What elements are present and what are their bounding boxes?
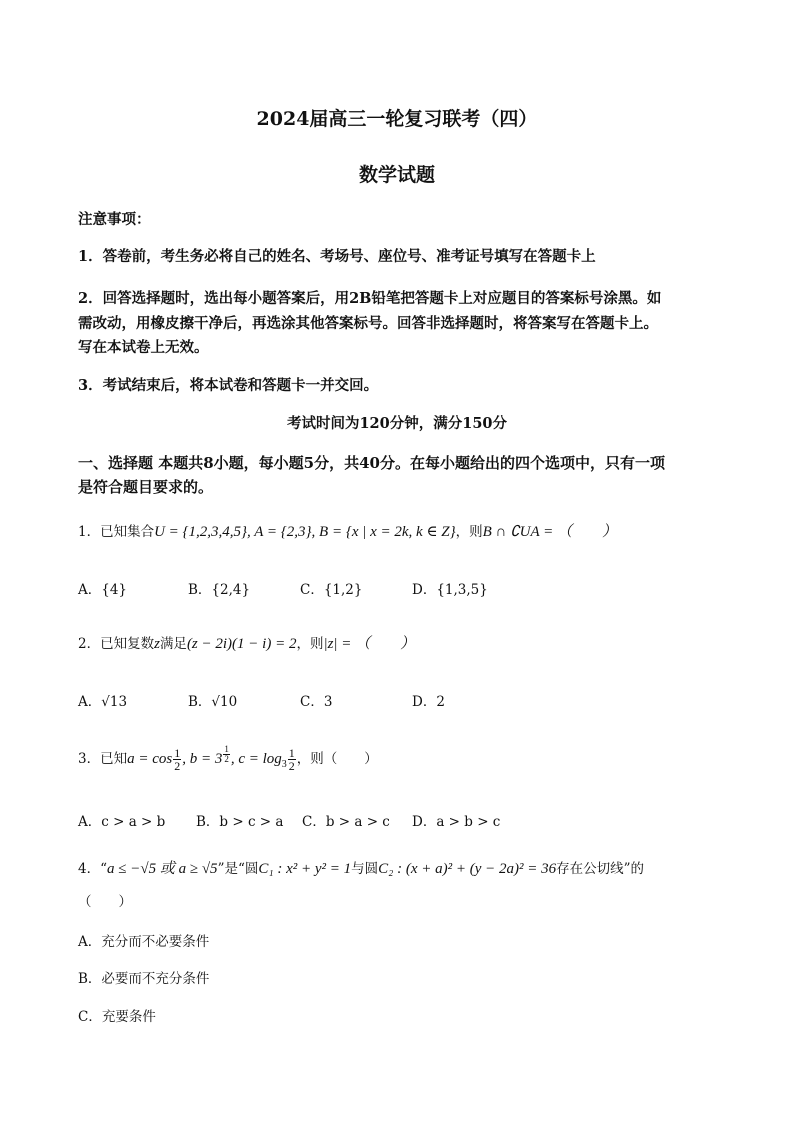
q3-option-d: D．a > b > c	[412, 814, 501, 830]
q2-option-d: D．2	[412, 694, 445, 710]
question-4-condition: a ≤ −√5 或 a ≥ √5	[107, 861, 218, 877]
exam-subtitle: 数学试题	[358, 164, 435, 186]
exam-time-info: 考试时间为120分钟，满分150分	[286, 415, 508, 432]
question-2-equation: (z − 2i)(1 − i) = 2	[186, 636, 297, 652]
notice-heading: 注意事项：	[78, 211, 151, 228]
exam-title: 2024届高三一轮复习联考（四）	[256, 108, 538, 130]
question-4-line-1	[78, 857, 644, 878]
question-3-prefix: 3．已知	[78, 750, 128, 767]
notice-item-2-line-3: 写在本试卷上无效。	[78, 339, 209, 356]
q1-option-d: D．{1,3,5}	[412, 582, 488, 598]
q3-option-b: B．b > c > a	[196, 814, 284, 830]
q4-option-c: C．充要条件	[78, 1009, 156, 1025]
q1-option-b: B．{2,4}	[188, 582, 251, 598]
question-4-is: ”是“圆	[217, 861, 259, 877]
question-1	[78, 520, 617, 541]
question-4-prefix: 4．“	[78, 861, 107, 877]
q3-option-c: C．b > a > c	[302, 814, 390, 830]
question-4-circle-2: C₂ : (x + a)² + (y − 2a)² = 36	[378, 861, 557, 877]
q1-option-a: A．{4}	[78, 582, 128, 598]
q3-option-a: A．c > a > b	[78, 814, 166, 830]
q1-option-c: C．{1,2}	[300, 582, 363, 598]
question-3	[78, 745, 378, 772]
q4-option-a: A．充分而不必要条件	[78, 934, 210, 950]
section-1-line-2: 是符合题目要求的。	[78, 478, 214, 496]
question-3-expressions: a = cos $\frac{1}{2}$ , b = 3 $^{\frac{1}{2}}$ , $c = \log_3$ $\frac{1}{2}$	[127, 744, 295, 773]
q2-option-a: A．√13	[78, 694, 128, 710]
question-2-mid: 满足	[159, 636, 187, 652]
question-2-prefix: 2．已知复数	[78, 636, 155, 652]
question-1-prefix: 1．已知集合	[78, 524, 155, 540]
question-2-var: z	[154, 636, 160, 652]
question-4-circle-1: C₁ : x² + y² = 1	[258, 861, 352, 877]
q2-option-c: C．3	[300, 694, 333, 710]
q4-option-b: B．必要而不充分条件	[78, 971, 210, 987]
question-4-with: 与圆	[351, 861, 379, 877]
section-1-line-1: 一、选择题 本题共8小题，每小题5分，共40分。在每小题给出的四个选项中，只有一项	[78, 454, 665, 472]
question-1-sets: U = {1,2,3,4,5}, A = {2,3}, B = {x | x = 2k, k ∈ Z}	[154, 524, 456, 540]
notice-item-3: 3．考试结束后，将本试卷和答题卡一并交回。	[78, 377, 379, 394]
notice-item-1: 1．答卷前，考生务必将自己的姓名、考场号、座位号、准考证号填写在答题卡上	[78, 248, 596, 265]
question-4-paren: （ ）	[78, 894, 132, 910]
question-2	[78, 632, 415, 653]
question-1-ask: B ∩ ∁UA = （ ）	[482, 524, 618, 540]
question-4-tail: 存在公切线”的	[556, 861, 645, 877]
q2-option-b: B．√10	[188, 694, 238, 710]
question-2-ask: |z| = （ ）	[323, 636, 416, 652]
notice-item-2-line-2: 需改动，用橡皮擦干净后，再选涂其他答案标号。回答非选择题时，将答案写在答题卡上。	[78, 315, 658, 332]
question-2-then: ，则	[296, 636, 324, 652]
notice-item-2-line-1: 2．回答选择题时，选出每小题答案后，用2B铅笔把答题卡上对应题目的答案标号涂黑。如	[78, 290, 662, 307]
question-1-then: ，则	[455, 524, 483, 540]
question-3-then: ，则（ ）	[296, 750, 378, 767]
